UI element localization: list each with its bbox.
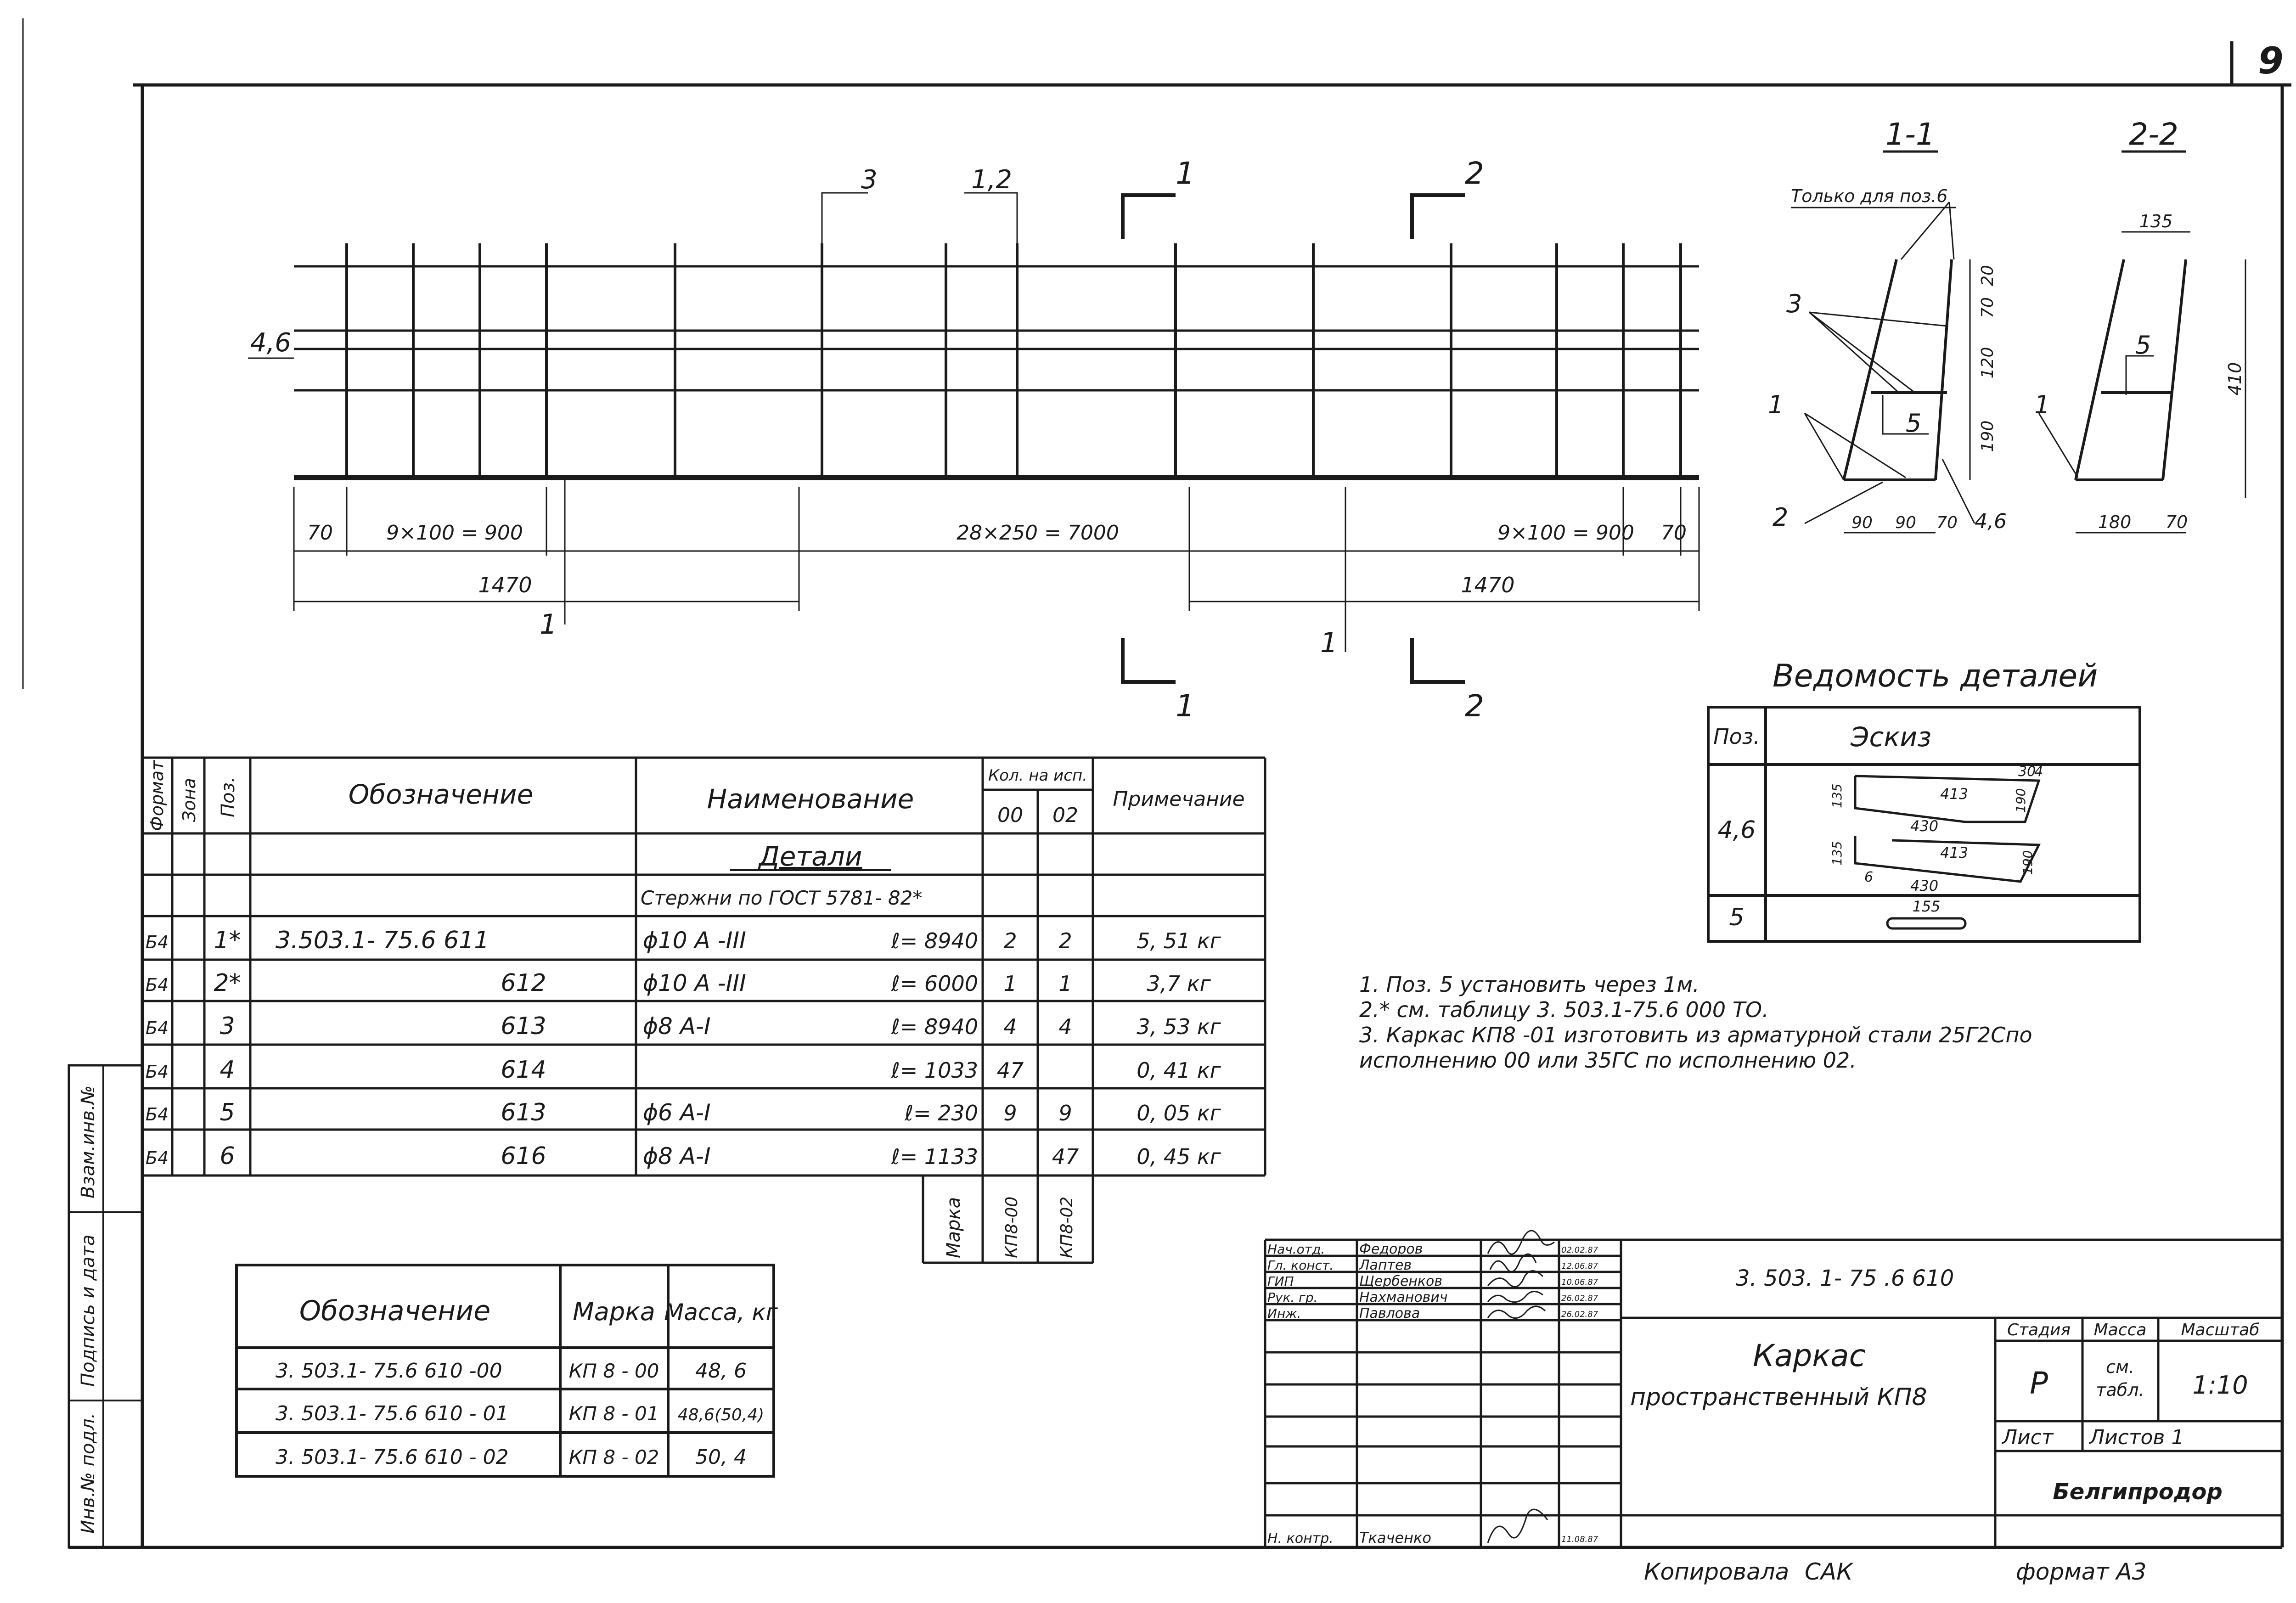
dim-70-right: 70 [1661,521,1687,545]
spec-row-1-q00: 2 [1003,928,1017,953]
section-2-2-pos1: 1 [2034,390,2050,419]
spec-row-5-q00: 9 [1003,1101,1017,1125]
detail-dim-30: 30 [2018,764,2036,780]
detail-dim-4a: 4 [2034,764,2043,780]
details-row-pos-5: 5 [1729,904,1745,931]
spec-row-5-note: 0, 05 кг [1137,1101,1221,1125]
spec-row-2-name: ϕ10 А -III [643,970,746,996]
stamp-sign-date: Подпись и дата [78,1234,99,1387]
spec-row-6-pos: 6 [219,1142,235,1170]
dim-7000: 28×250 = 7000 [957,521,1119,545]
spec-row-3-name: ϕ8 А-I [643,1013,711,1040]
section-1-1-pos1: 1 [1768,390,1784,419]
detail-dim-135a: 135 [1829,783,1845,808]
note-3: 3. Каркас КП8 -01 изготовить из арматурной стали 25Г2Спо [1359,1023,2032,1047]
spec-col-zone: Зона [179,778,199,822]
section-1-1-dim190: 190 [1978,420,1997,452]
note-2: 2.* см. таблицу 3. 503.1-75.6 000 ТО. [1359,997,1769,1022]
mass-col-marka: Марка [573,1297,655,1326]
spec-row-6-name: ϕ8 А-I [643,1143,711,1170]
title-date-5: 26.02.87 [1561,1310,1598,1319]
section-1-1-dim120: 120 [1978,347,1997,379]
spec-row-5-pos: 5 [219,1099,235,1126]
spec-section-title: Детали [759,841,862,872]
section-1-1-dim70: 70 [1978,297,1997,318]
title-role-3: ГИП [1267,1274,1294,1289]
title-drawing-name-2: пространственный КП8 [1630,1384,1927,1411]
title-drawing-name-1: Каркас [1753,1338,1866,1373]
spec-col-format: Формат [147,760,167,831]
spec-row [146,927,1221,954]
spec-row-2-note: 3,7 кг [1147,971,1211,996]
title-name-2: Лаптев [1359,1257,1412,1273]
title-name-5: Павлова [1359,1305,1420,1322]
spec-row-4-note: 0, 41 кг [1137,1058,1221,1083]
title-role-2: Гл. конст. [1267,1258,1334,1273]
section-1-1-note: Только для поз.6 [1791,186,1948,206]
title-stage-value: Р [2030,1366,2048,1401]
section-2-2-title: 2-2 [2129,117,2178,152]
label-pos-4-6: 4,6 [250,328,292,358]
title-scale-label: Масштаб [2181,1321,2260,1339]
title-scale-value: 1:10 [2192,1371,2248,1400]
mass-col-designation: Обозначение [299,1295,491,1327]
mass-row-3-designation: 3. 503.1- 75.6 610 - 02 [276,1446,509,1469]
spec-col-qty: Кол. на исп. [988,766,1087,785]
spec-row-4-length: ℓ= 1033 [891,1058,978,1083]
mass-row-1-designation: 3. 503.1- 75.6 610 -00 [276,1359,502,1383]
label-pos-1-2: 1,2 [971,165,1013,195]
detail-dim-155: 155 [1912,898,1941,915]
title-organization: Белгипродор [2053,1479,2223,1505]
title-date-3: 10.06.87 [1561,1277,1598,1287]
section-2-2-pos5: 5 [2135,331,2151,360]
spec-row-1-q02: 2 [1058,928,1072,953]
detail-dim-6: 6 [1864,869,1874,885]
spec-col-designation: Обозначение [348,779,534,810]
spec-row-4-designation: 614 [501,1056,546,1084]
section-2-2-dim135: 135 [2139,211,2173,231]
spec-row-5-q02: 9 [1058,1101,1072,1125]
title-date-1: 02.02.87 [1561,1245,1598,1255]
spec-row-1-designation: 3.503.1- 75.6 611 [276,927,490,954]
spec-row-2-q02: 1 [1058,971,1072,996]
label-pos-1-bottom: 1 [540,608,557,641]
spec-row-1-note: 5, 51 кг [1137,928,1221,953]
footer-copied-signature: САК [1805,1558,1853,1585]
spec-col-note: Примечание [1113,787,1245,811]
spec-row-2-pos: 2* [214,969,241,997]
spec-row-3-note: 3, 53 кг [1137,1014,1221,1039]
title-role-5: Инж. [1267,1306,1301,1321]
section-1-1-dim90a: 90 [1851,513,1873,532]
title-date-2: 12.06.87 [1561,1261,1598,1271]
dim-900-right: 9×100 = 900 [1497,521,1634,545]
section-2-2-dim180: 180 [2098,512,2132,532]
title-nkontr-date: 11.08.87 [1561,1535,1598,1544]
note-3-cont: исполнению 00 или 35ГС по исполнению 02. [1359,1048,1857,1073]
spec-row-5-name: ϕ6 А-I [643,1099,711,1126]
spec-row-5-format: Б4 [145,1104,169,1125]
dim-1470-right: 1470 [1461,573,1515,597]
title-name-4: Нахманович [1359,1289,1448,1305]
spec-col-name: Наименование [707,783,914,815]
mass-row-2-marka: КП 8 - 01 [568,1402,659,1425]
detail-dim-413a: 413 [1940,785,1969,803]
section-2-2-dim70: 70 [2165,512,2188,532]
label-pos-1-bottom-2: 1 [1320,627,1338,659]
spec-row-3-designation: 613 [501,1012,546,1040]
stamp-vzam-inv: Взам.инв.№ [78,1085,99,1198]
detail-dim-190b: 190 [2020,850,2035,875]
spec-row-6-designation: 616 [501,1142,546,1170]
spec-row-3-length: ℓ= 8940 [891,1014,978,1039]
title-nkontr-name: Ткаченко [1359,1529,1431,1547]
title-mass-value-2: табл. [2096,1380,2144,1400]
spec-row-1-pos: 1* [214,927,241,954]
section-1-1-pos2: 2 [1773,503,1789,532]
title-mass-value-1: см. [2106,1357,2134,1377]
spec-row-2-format: Б4 [145,975,169,995]
spec-row-2-q00: 1 [1003,971,1017,996]
section-mark-1-top: 1 [1176,156,1195,191]
title-name-3: Щербенков [1359,1273,1443,1289]
spec-marka-02: КП8-02 [1058,1196,1076,1258]
spec-row-5-length: ℓ= 230 [905,1101,978,1125]
note-1: 1. Поз. 5 установить через 1м. [1359,972,1699,997]
section-1-1-title: 1-1 [1885,117,1935,152]
detail-dim-430a: 430 [1910,817,1939,835]
spec-row-6-format: Б4 [145,1148,169,1168]
spec-row-4-q00: 47 [996,1058,1024,1083]
spec-row-3-format: Б4 [145,1018,169,1038]
mass-row-2-designation: 3. 503.1- 75.6 610 - 01 [276,1402,509,1425]
spec-marka-00: КП8-00 [1002,1196,1021,1258]
spec-row-5-designation: 613 [501,1099,546,1126]
section-1-1-dim20: 20 [1978,265,1997,286]
spec-col-q00: 00 [997,804,1023,827]
detail-dim-135b: 135 [1829,841,1845,866]
title-doc-number: 3. 503. 1- 75 .6 610 [1736,1266,1954,1291]
section-1-1-pos5: 5 [1906,409,1922,438]
section-mark-2-top: 2 [1465,156,1484,191]
detail-dim-190a: 190 [2013,788,2028,813]
detail-dim-430b: 430 [1910,877,1939,894]
detail-dim-413b: 413 [1940,844,1969,861]
section-2-2-dim410: 410 [2225,362,2245,396]
spec-row-2-designation: 612 [501,969,546,997]
spec-marka-label: Марка [943,1197,964,1258]
mass-row-3-marka: КП 8 - 02 [568,1446,659,1468]
title-stage-label: Стадия [2007,1321,2071,1339]
mass-row-1-mass: 48, 6 [695,1359,747,1383]
spec-row-3-q02: 4 [1058,1014,1072,1039]
dim-70-left: 70 [307,521,333,545]
title-mass-label: Масса [2093,1321,2147,1339]
title-name-1: Федоров [1359,1241,1423,1257]
title-role-1: Нач.отд. [1267,1242,1325,1257]
stamp-inv-podl: Инв.№ подл. [78,1412,99,1534]
details-col-pos: Поз. [1713,724,1760,749]
spec-col-q02: 02 [1052,804,1078,827]
spec-row-6-q02: 47 [1052,1144,1079,1169]
section-1-1-dim70h: 70 [1936,513,1958,532]
footer-copied-label: Копировала [1644,1558,1790,1585]
label-pos-3: 3 [861,165,878,195]
spec-row-1-format: Б4 [145,932,169,952]
section-1-1-dim90b: 90 [1895,513,1916,532]
sheet-number: 9 [2258,39,2284,82]
spec-row-4-pos: 4 [219,1056,235,1084]
dim-1470-left: 1470 [478,573,532,597]
spec-row-3-q00: 4 [1003,1014,1017,1039]
section-mark-2-bottom: 2 [1465,688,1484,724]
section-mark-1-bottom: 1 [1176,688,1195,724]
spec-row-6-length: ℓ= 1133 [891,1144,978,1169]
details-title: Ведомость деталей [1773,658,2098,694]
spec-row-4-format: Б4 [145,1062,169,1082]
spec-row-1-name: ϕ10 А -III [643,927,746,954]
title-role-4: Рук. гр. [1267,1290,1318,1305]
title-date-4: 26.02.87 [1561,1294,1598,1303]
title-sheet-label: Лист [2002,1426,2054,1449]
spec-col-pos: Поз. [218,776,239,817]
mass-row-1-marka: КП 8 - 00 [568,1360,659,1382]
spec-row-6-note: 0, 45 кг [1137,1144,1221,1169]
mass-col-mass: Масса, кг [664,1299,778,1326]
spec-row-2-length: ℓ= 6000 [891,971,978,996]
spec-row-1-length: ℓ= 8940 [891,928,978,953]
spec-subsection: Стержни по ГОСТ 5781- 82* [641,887,923,909]
title-sheets-label: Листов 1 [2089,1426,2184,1449]
details-col-sketch: Эскиз [1851,721,1931,753]
title-nkontr-role: Н. контр. [1267,1530,1334,1547]
section-1-1-pos3: 3 [1786,289,1802,318]
mass-row-3-mass: 50, 4 [695,1446,747,1469]
mass-row-2-mass: 48,6(50,4) [677,1406,765,1424]
section-1-1-pos46: 4,6 [1975,510,2007,533]
spec-row-3-pos: 3 [219,1012,235,1040]
footer-format: формат А3 [2016,1558,2147,1585]
dim-900-left: 9×100 = 900 [386,521,523,545]
details-row-pos-46: 4,6 [1717,816,1756,844]
